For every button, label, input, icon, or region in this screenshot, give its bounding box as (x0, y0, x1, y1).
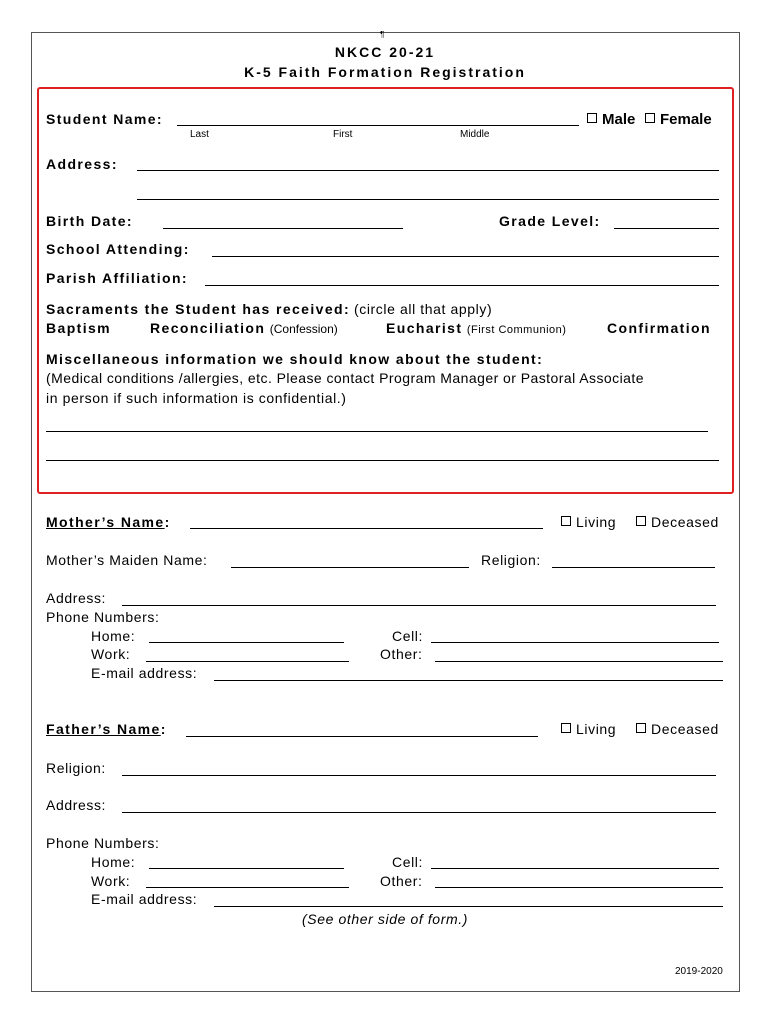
paragraph-mark: ¶ (380, 30, 385, 39)
father-name-heading (46, 721, 167, 737)
sacraments-note: (circle all that apply) (353, 301, 493, 317)
father-cell-field[interactable] (431, 868, 719, 869)
misc-note-line1: (Medical conditions /allergies, etc. Please contact Program Manager or Pastoral Associate (46, 370, 644, 386)
misc-note-line2: in person if such information is confidential.) (46, 390, 347, 406)
female-option[interactable] (645, 111, 712, 128)
student-address-field-2[interactable] (137, 199, 719, 200)
mother-living-option[interactable] (561, 514, 616, 530)
parish-label: Parish Affiliation: (46, 270, 188, 286)
father-other-label: Other: (380, 873, 423, 889)
name-part-last: Last (190, 129, 209, 140)
father-address-label: Address: (46, 797, 107, 813)
father-work-label: Work: (91, 873, 131, 889)
father-religion-label: Religion: (46, 760, 106, 776)
mother-other-label: Other: (380, 646, 423, 662)
eucharist-note: (First Communion) (466, 324, 567, 336)
father-email-field[interactable] (214, 906, 723, 907)
father-work-field[interactable] (146, 887, 349, 888)
student-name-label: Student Name: (46, 111, 163, 127)
mother-cell-field[interactable] (431, 642, 719, 643)
mother-name-colon: : (164, 514, 171, 530)
form-title-line2: K-5 Faith Formation Registration (244, 64, 526, 80)
mother-deceased-option[interactable] (636, 514, 719, 530)
sacrament-confirmation[interactable]: Confirmation (607, 320, 711, 336)
name-part-first: First (333, 129, 353, 140)
see-other-side-note: (See other side of form.) (302, 911, 468, 927)
father-deceased-label: Deceased (651, 721, 719, 737)
female-checkbox[interactable] (645, 113, 655, 123)
mother-email-label: E-mail address: (91, 665, 198, 681)
mother-living-label: Living (576, 514, 617, 530)
form-year: 2019-2020 (675, 966, 723, 977)
mother-address-label: Address: (46, 590, 107, 606)
father-phone-label: Phone Numbers: (46, 835, 160, 851)
male-checkbox[interactable] (587, 113, 597, 123)
male-label: Male (602, 111, 636, 128)
father-cell-label: Cell: (392, 854, 424, 870)
father-living-option[interactable] (561, 721, 616, 737)
mother-other-field[interactable] (435, 661, 723, 662)
father-deceased-option[interactable] (636, 721, 719, 737)
grade-level-label: Grade Level: (499, 213, 601, 229)
father-living-checkbox[interactable] (561, 723, 571, 733)
grade-level-field[interactable] (614, 228, 719, 229)
father-living-label: Living (576, 721, 617, 737)
father-deceased-checkbox[interactable] (636, 723, 646, 733)
student-address-label: Address: (46, 156, 118, 172)
misc-label: Miscellaneous information we should know about the student: (46, 351, 544, 367)
sacrament-baptism[interactable]: Baptism (46, 320, 112, 336)
father-name-label: Father’s Name (46, 721, 161, 737)
mother-religion-label: Religion: (481, 552, 541, 568)
father-name-colon: : (160, 721, 167, 737)
father-address-field[interactable] (122, 812, 716, 813)
name-part-middle: Middle (460, 129, 490, 140)
mother-deceased-checkbox[interactable] (636, 516, 646, 526)
mother-address-field[interactable] (122, 605, 716, 606)
father-religion-field[interactable] (122, 775, 716, 776)
mother-work-label: Work: (91, 646, 131, 662)
mother-home-label: Home: (91, 628, 136, 644)
student-address-field-1[interactable] (137, 170, 719, 171)
sacrament-reconciliation[interactable] (150, 320, 338, 338)
mother-living-checkbox[interactable] (561, 516, 571, 526)
mother-email-field[interactable] (214, 680, 723, 681)
student-name-field[interactable] (177, 125, 579, 126)
sacraments-heading (46, 301, 492, 317)
mother-name-label: Mother’s Name (46, 514, 165, 530)
mother-maiden-label: Mother’s Maiden Name: (46, 552, 208, 568)
school-field[interactable] (212, 256, 719, 257)
parish-field[interactable] (205, 285, 719, 286)
reconciliation-note: (Confession) (269, 322, 338, 336)
father-name-field[interactable] (186, 736, 538, 737)
father-home-label: Home: (91, 854, 136, 870)
mother-work-field[interactable] (146, 661, 349, 662)
sacraments-label: Sacraments the Student has received: (46, 301, 351, 317)
school-label: School Attending: (46, 241, 190, 257)
mother-deceased-label: Deceased (651, 514, 719, 530)
mother-name-heading (46, 514, 171, 530)
mother-phone-label: Phone Numbers: (46, 609, 160, 625)
mother-home-field[interactable] (149, 642, 344, 643)
mother-religion-field[interactable] (552, 567, 715, 568)
birth-date-label: Birth Date: (46, 213, 133, 229)
mother-name-field[interactable] (190, 528, 543, 529)
father-home-field[interactable] (149, 868, 344, 869)
student-section (37, 87, 734, 494)
female-label: Female (660, 111, 712, 128)
mother-maiden-field[interactable] (231, 567, 469, 568)
father-other-field[interactable] (435, 887, 723, 888)
eucharist-label: Eucharist (386, 320, 463, 336)
birth-date-field[interactable] (163, 228, 403, 229)
male-option[interactable] (587, 111, 635, 128)
father-email-label: E-mail address: (91, 891, 198, 907)
misc-field-1[interactable] (46, 431, 708, 432)
sacrament-eucharist[interactable] (386, 320, 566, 338)
reconciliation-label: Reconciliation (150, 320, 266, 336)
form-title-line1: NKCC 20-21 (334, 44, 436, 60)
misc-field-2[interactable] (46, 460, 719, 461)
mother-cell-label: Cell: (392, 628, 424, 644)
